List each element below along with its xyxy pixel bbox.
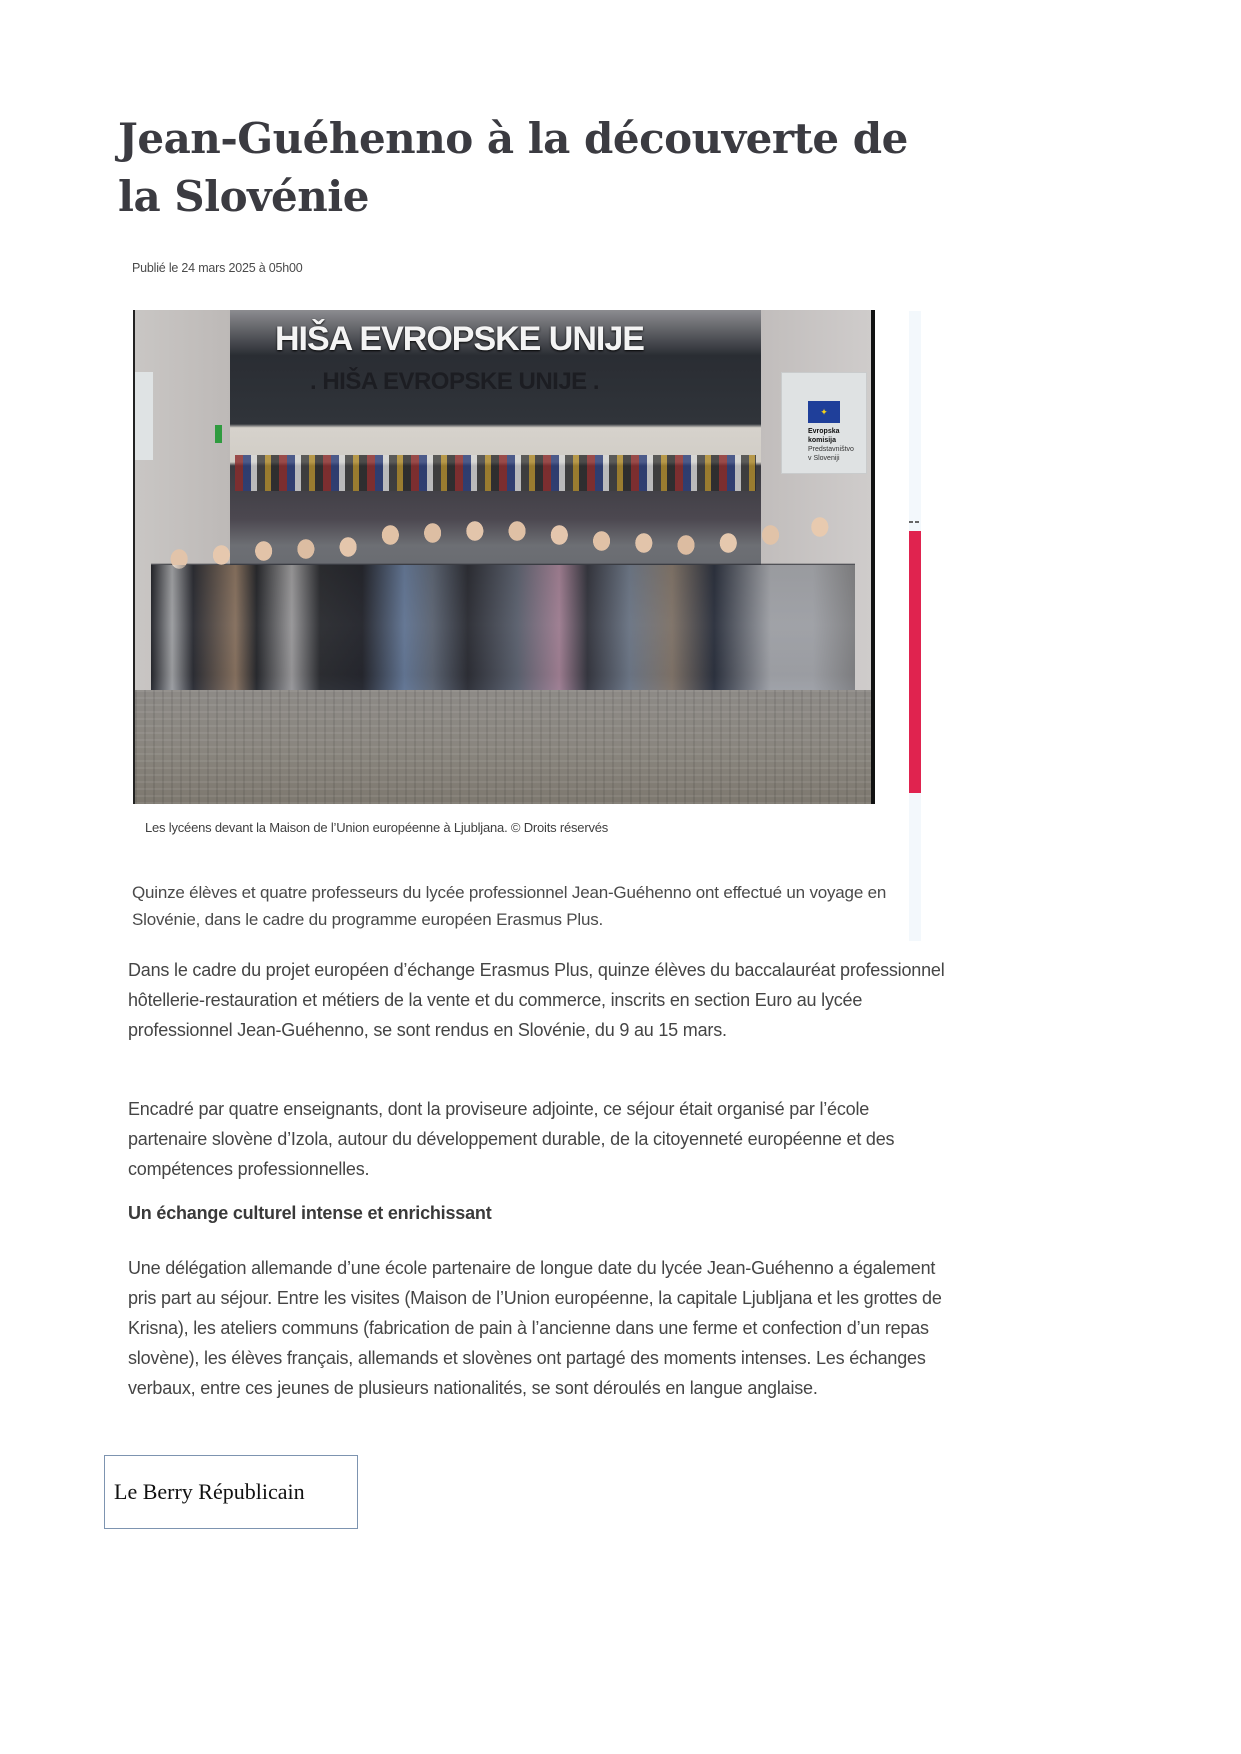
sidebar-divider (909, 521, 921, 523)
article-paragraph-2: Encadré par quatre enseignants, dont la proviseure adjointe, ce séjour était organisé par l’école partenaire slovène d’Izola, autour du développement durable, de la citoyenneté européenne et des compétences professionnelles. (128, 1099, 895, 1179)
source-label: Le Berry Républicain (114, 1479, 305, 1504)
eu-plaque-line2: Predstavništvo (808, 446, 854, 453)
eu-commission-plaque (781, 372, 867, 474)
photo-sign-text: HIŠA EVROPSKE UNIJE (275, 320, 644, 358)
sidebar-accent-bar (909, 531, 921, 793)
exit-sign-icon (215, 425, 222, 443)
source-label-box (104, 1455, 358, 1529)
article-paragraph-1: Dans le cadre du projet européen d’échange Erasmus Plus, quinze élèves du baccalauréat professionnel hôtellerie-restauration et métiers de la vente et du commerce, inscrits en section Euro au lycée professionnel Jean-Guéhenno, se sont rendus en Slovénie, du 9 au 15 mars. (128, 960, 945, 1040)
article-subheading: Un échange culturel intense et enrichissant (128, 1203, 492, 1223)
eu-plaque-line3: v Sloveniji (808, 455, 840, 462)
photo-caption: Les lycéens devant la Maison de l’Union européenne à Ljubljana. © Droits réservés (145, 820, 609, 835)
article-lead: Quinze élèves et quatre professeurs du lycée professionnel Jean-Guéhenno ont effectué un voyage en Slovénie, dans le cadre du programme européen Erasmus Plus. (132, 883, 887, 929)
eu-plaque-line1: Evropska komisija (808, 428, 840, 444)
sidebar-ad-strip (909, 311, 921, 941)
article-photo (133, 310, 875, 804)
photo-left-plaque (135, 372, 153, 460)
photo-group-clothing (151, 565, 855, 695)
photo-flags (235, 455, 756, 491)
photo-sign-reflection: . HIŠA EVROPSKE UNIJE . (310, 368, 600, 395)
article-paragraph-3: Une délégation allemande d’une école partenaire de longue date du lycée Jean-Guéhenno a également pris part au séjour. Entre les visites (Maison de l’Union européenne, la capitale Ljubljana et les grottes de Krisna), les ateliers communs (fabrication de pain à l’ancienne dans une ferme et confection d’un repas slovène), les élèves français, allemands et slovènes ont partagé des moments intenses. Les échanges verbaux, entre ces jeunes de plusieurs nationalités, se sont déroulés en langue anglaise. (128, 1258, 942, 1398)
article-title: Jean-Guéhenno à la découverte de la Slovénie (118, 114, 908, 221)
article-header (118, 110, 948, 226)
publish-date: Publié le 24 mars 2025 à 05h00 (132, 261, 303, 275)
eu-flag-icon: ✦ (808, 401, 840, 423)
eu-plaque-text (808, 427, 866, 463)
photo-cobblestone-ground (135, 690, 871, 804)
